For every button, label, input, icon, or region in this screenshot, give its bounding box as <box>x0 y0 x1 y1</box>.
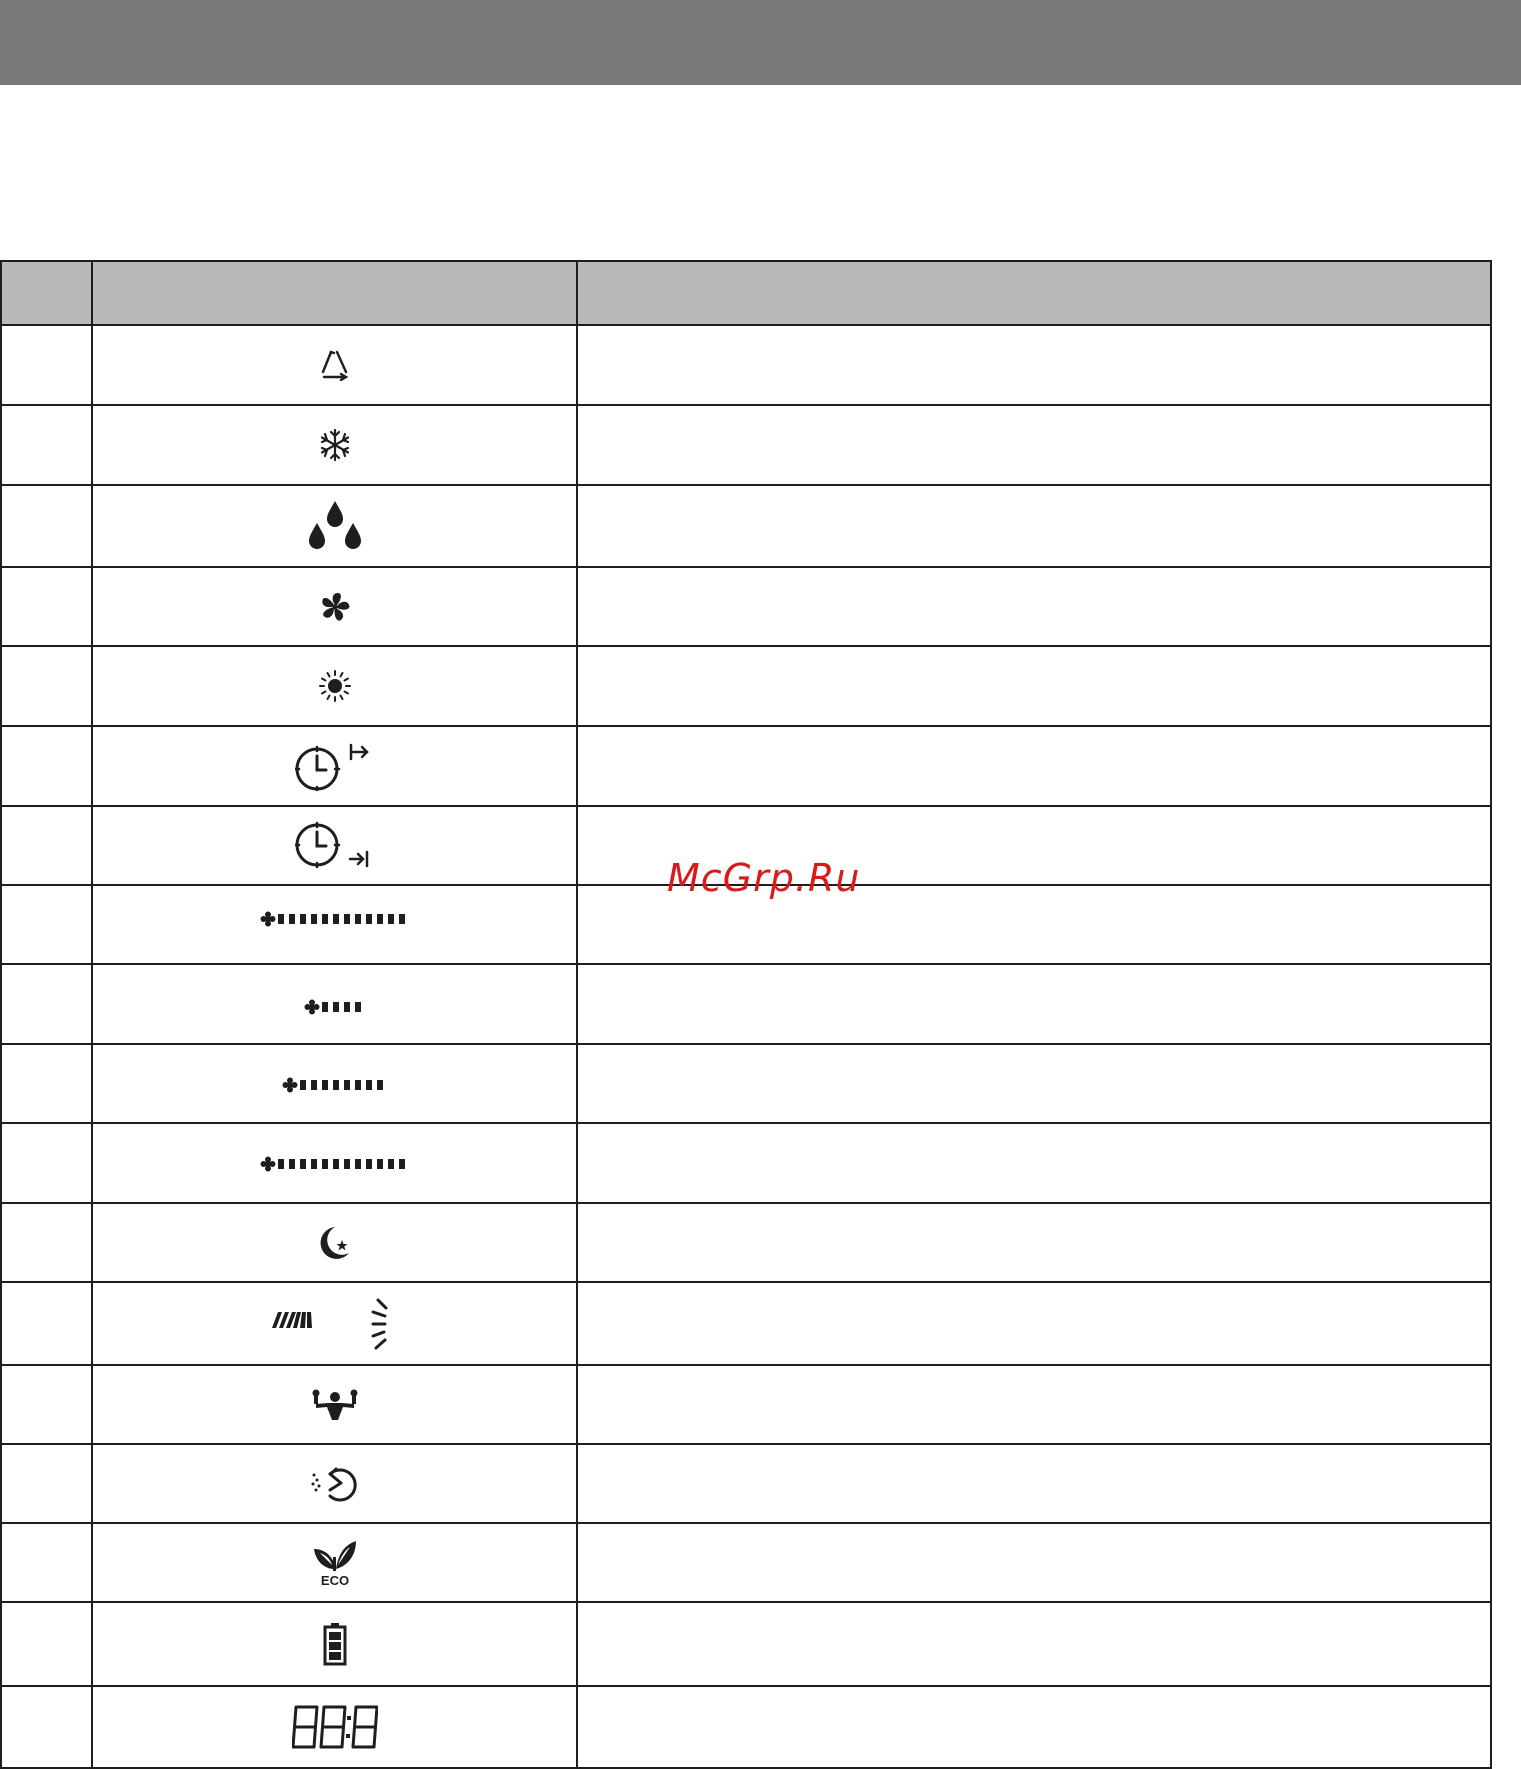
row-description <box>577 646 1491 726</box>
row-description <box>577 1523 1491 1602</box>
sun-icon <box>317 668 353 704</box>
row-number <box>1 567 92 646</box>
row-number <box>1 1123 92 1203</box>
row-description <box>577 1203 1491 1282</box>
row-description <box>577 1044 1491 1123</box>
self-clean-icon <box>310 1464 360 1504</box>
table-row <box>1 964 1491 1044</box>
table-row <box>1 567 1491 646</box>
fan-speed-medium-icon <box>282 1077 388 1093</box>
row-description <box>577 485 1491 567</box>
turbo-icon <box>310 1388 360 1422</box>
row-number <box>1 726 92 806</box>
fan-icon <box>319 591 351 623</box>
row-number <box>1 806 92 885</box>
row-description <box>577 405 1491 485</box>
row-description <box>577 325 1491 405</box>
watermark: McGrp.Ru <box>667 856 861 900</box>
table-row <box>1 1044 1491 1123</box>
row-number <box>1 885 92 964</box>
table-row <box>1 1444 1491 1523</box>
row-number <box>1 1365 92 1444</box>
row-number <box>1 485 92 567</box>
row-description <box>577 1282 1491 1365</box>
row-number <box>1 1523 92 1602</box>
display-symbols-table <box>0 260 1492 1769</box>
row-description <box>577 1365 1491 1444</box>
top-header-bar <box>0 0 1521 85</box>
row-description <box>577 1686 1491 1768</box>
fan-speed-high-icon <box>260 1156 410 1172</box>
table-row <box>1 325 1491 405</box>
auto-mode-icon <box>318 349 352 381</box>
swing-icon <box>270 1298 400 1350</box>
table-row <box>1 1282 1491 1365</box>
eco-label: ECO <box>320 1572 349 1587</box>
header-cell-description <box>577 261 1491 325</box>
display-digits-label: 88:8 <box>333 1749 336 1750</box>
table-row <box>1 1365 1491 1444</box>
row-description <box>577 567 1491 646</box>
table-row <box>1 1523 1491 1602</box>
row-description <box>577 964 1491 1044</box>
eco-icon <box>312 1539 358 1587</box>
row-description <box>577 726 1491 806</box>
header-cell-symbol <box>92 261 577 325</box>
snowflake-icon <box>318 428 352 462</box>
row-number <box>1 325 92 405</box>
water-drops-icon <box>307 499 363 553</box>
table-row <box>1 405 1491 485</box>
table-header-row <box>1 261 1491 325</box>
row-description <box>577 1123 1491 1203</box>
row-number <box>1 1282 92 1365</box>
table-row <box>1 1123 1491 1203</box>
row-number <box>1 1602 92 1686</box>
header-cell-number <box>1 261 92 325</box>
timer-off-icon <box>295 821 375 871</box>
table-row <box>1 1686 1491 1768</box>
fan-speed-auto-icon <box>260 911 410 927</box>
fan-speed-low-icon <box>304 999 366 1015</box>
row-number <box>1 646 92 726</box>
row-number <box>1 405 92 485</box>
timer-on-icon <box>295 741 375 791</box>
battery-icon <box>323 1622 347 1666</box>
row-number <box>1 964 92 1044</box>
table-row <box>1 646 1491 726</box>
row-number <box>1 1203 92 1282</box>
row-number <box>1 1444 92 1523</box>
table-row <box>1 1203 1491 1282</box>
table-row <box>1 485 1491 567</box>
row-description <box>577 1602 1491 1686</box>
table-row <box>1 1602 1491 1686</box>
row-number <box>1 1686 92 1768</box>
sleep-icon <box>315 1223 355 1263</box>
table-row <box>1 726 1491 806</box>
temperature-display-icon <box>292 1703 378 1751</box>
row-description <box>577 1444 1491 1523</box>
row-number <box>1 1044 92 1123</box>
